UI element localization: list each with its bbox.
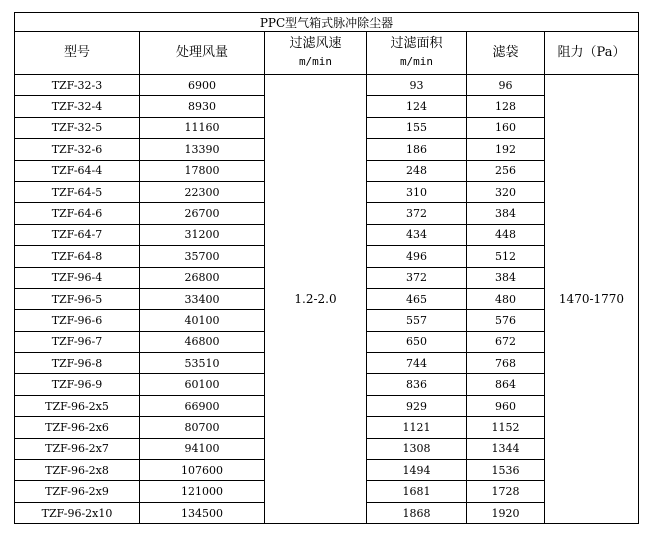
cell-airflow: 94100 xyxy=(140,438,265,459)
cell-filter-area: 93 xyxy=(367,75,467,96)
cell-filter-area: 496 xyxy=(367,246,467,267)
cell-filter-area: 744 xyxy=(367,353,467,374)
header-resistance: 阻力（Pa） xyxy=(545,32,639,75)
header-bags: 滤袋 xyxy=(467,32,545,75)
cell-bags: 1728 xyxy=(467,481,545,502)
header-filter-speed xyxy=(265,32,367,75)
cell-filter-area: 124 xyxy=(367,96,467,117)
cell-airflow: 53510 xyxy=(140,353,265,374)
table-title: PPC型气箱式脉冲除尘器 xyxy=(15,13,639,32)
cell-filter-area: 929 xyxy=(367,395,467,416)
cell-model: TZF-64-8 xyxy=(15,246,140,267)
header-airflow: 处理风量 xyxy=(140,32,265,75)
cell-bags: 512 xyxy=(467,246,545,267)
cell-model: TZF-96-8 xyxy=(15,353,140,374)
cell-airflow: 31200 xyxy=(140,224,265,245)
cell-model: TZF-96-2x5 xyxy=(15,395,140,416)
cell-filter-area: 310 xyxy=(367,181,467,202)
cell-filter-area: 248 xyxy=(367,160,467,181)
cell-bags: 864 xyxy=(467,374,545,395)
cell-bags: 192 xyxy=(467,139,545,160)
cell-airflow: 22300 xyxy=(140,181,265,202)
cell-bags: 1152 xyxy=(467,417,545,438)
cell-bags: 160 xyxy=(467,117,545,138)
cell-model: TZF-64-5 xyxy=(15,181,140,202)
cell-bags: 1920 xyxy=(467,502,545,523)
header-filter-speed-label: 过滤风速 xyxy=(289,36,342,51)
cell-filter-area: 1868 xyxy=(367,502,467,523)
table-row xyxy=(15,75,639,96)
cell-bags: 320 xyxy=(467,181,545,202)
cell-bags: 448 xyxy=(467,224,545,245)
cell-airflow: 80700 xyxy=(140,417,265,438)
cell-model: TZF-96-5 xyxy=(15,288,140,309)
cell-airflow: 60100 xyxy=(140,374,265,395)
cell-airflow: 121000 xyxy=(140,481,265,502)
cell-model: TZF-96-9 xyxy=(15,374,140,395)
cell-model: TZF-64-7 xyxy=(15,224,140,245)
cell-bags: 128 xyxy=(467,96,545,117)
cell-bags: 576 xyxy=(467,310,545,331)
cell-bags: 768 xyxy=(467,353,545,374)
cell-bags: 672 xyxy=(467,331,545,352)
cell-airflow: 107600 xyxy=(140,460,265,481)
cell-model: TZF-96-2x6 xyxy=(15,417,140,438)
table-header-row xyxy=(15,32,639,75)
cell-model: TZF-32-5 xyxy=(15,117,140,138)
cell-model: TZF-64-6 xyxy=(15,203,140,224)
header-filter-area-unit: m/min xyxy=(399,55,434,68)
header-filter-speed-unit: m/min xyxy=(298,55,333,68)
cell-model: TZF-96-2x8 xyxy=(15,460,140,481)
cell-filter-area: 155 xyxy=(367,117,467,138)
cell-filter-area: 1121 xyxy=(367,417,467,438)
cell-bags: 256 xyxy=(467,160,545,181)
cell-filter-area: 186 xyxy=(367,139,467,160)
cell-airflow: 26800 xyxy=(140,267,265,288)
cell-airflow: 33400 xyxy=(140,288,265,309)
table-body xyxy=(15,75,639,524)
cell-filter-speed: 1.2-2.0 xyxy=(265,75,367,524)
cell-airflow: 17800 xyxy=(140,160,265,181)
cell-model: TZF-32-4 xyxy=(15,96,140,117)
header-filter-area-label: 过滤面积 xyxy=(390,36,443,51)
cell-model: TZF-96-2x7 xyxy=(15,438,140,459)
cell-bags: 480 xyxy=(467,288,545,309)
cell-filter-area: 434 xyxy=(367,224,467,245)
cell-airflow: 8930 xyxy=(140,96,265,117)
cell-airflow: 6900 xyxy=(140,75,265,96)
cell-airflow: 35700 xyxy=(140,246,265,267)
cell-model: TZF-96-7 xyxy=(15,331,140,352)
cell-bags: 384 xyxy=(467,203,545,224)
cell-bags: 1536 xyxy=(467,460,545,481)
cell-airflow: 11160 xyxy=(140,117,265,138)
cell-airflow: 46800 xyxy=(140,331,265,352)
cell-filter-area: 557 xyxy=(367,310,467,331)
cell-model: TZF-96-2x9 xyxy=(15,481,140,502)
cell-filter-area: 372 xyxy=(367,267,467,288)
cell-model: TZF-32-6 xyxy=(15,139,140,160)
cell-model: TZF-96-4 xyxy=(15,267,140,288)
cell-bags: 960 xyxy=(467,395,545,416)
table-title-row xyxy=(15,13,639,32)
cell-resistance: 1470-1770 xyxy=(545,75,639,524)
cell-airflow: 13390 xyxy=(140,139,265,160)
spec-table xyxy=(14,12,639,524)
cell-model: TZF-96-2x10 xyxy=(15,502,140,523)
cell-filter-area: 465 xyxy=(367,288,467,309)
header-model: 型号 xyxy=(15,32,140,75)
cell-airflow: 26700 xyxy=(140,203,265,224)
cell-model: TZF-96-6 xyxy=(15,310,140,331)
cell-filter-area: 1308 xyxy=(367,438,467,459)
cell-airflow: 134500 xyxy=(140,502,265,523)
cell-airflow: 40100 xyxy=(140,310,265,331)
cell-filter-area: 1494 xyxy=(367,460,467,481)
cell-filter-area: 1681 xyxy=(367,481,467,502)
cell-bags: 96 xyxy=(467,75,545,96)
cell-filter-area: 372 xyxy=(367,203,467,224)
cell-bags: 1344 xyxy=(467,438,545,459)
cell-model: TZF-64-4 xyxy=(15,160,140,181)
header-filter-area xyxy=(367,32,467,75)
cell-model: TZF-32-3 xyxy=(15,75,140,96)
cell-bags: 384 xyxy=(467,267,545,288)
cell-filter-area: 836 xyxy=(367,374,467,395)
cell-airflow: 66900 xyxy=(140,395,265,416)
cell-filter-area: 650 xyxy=(367,331,467,352)
